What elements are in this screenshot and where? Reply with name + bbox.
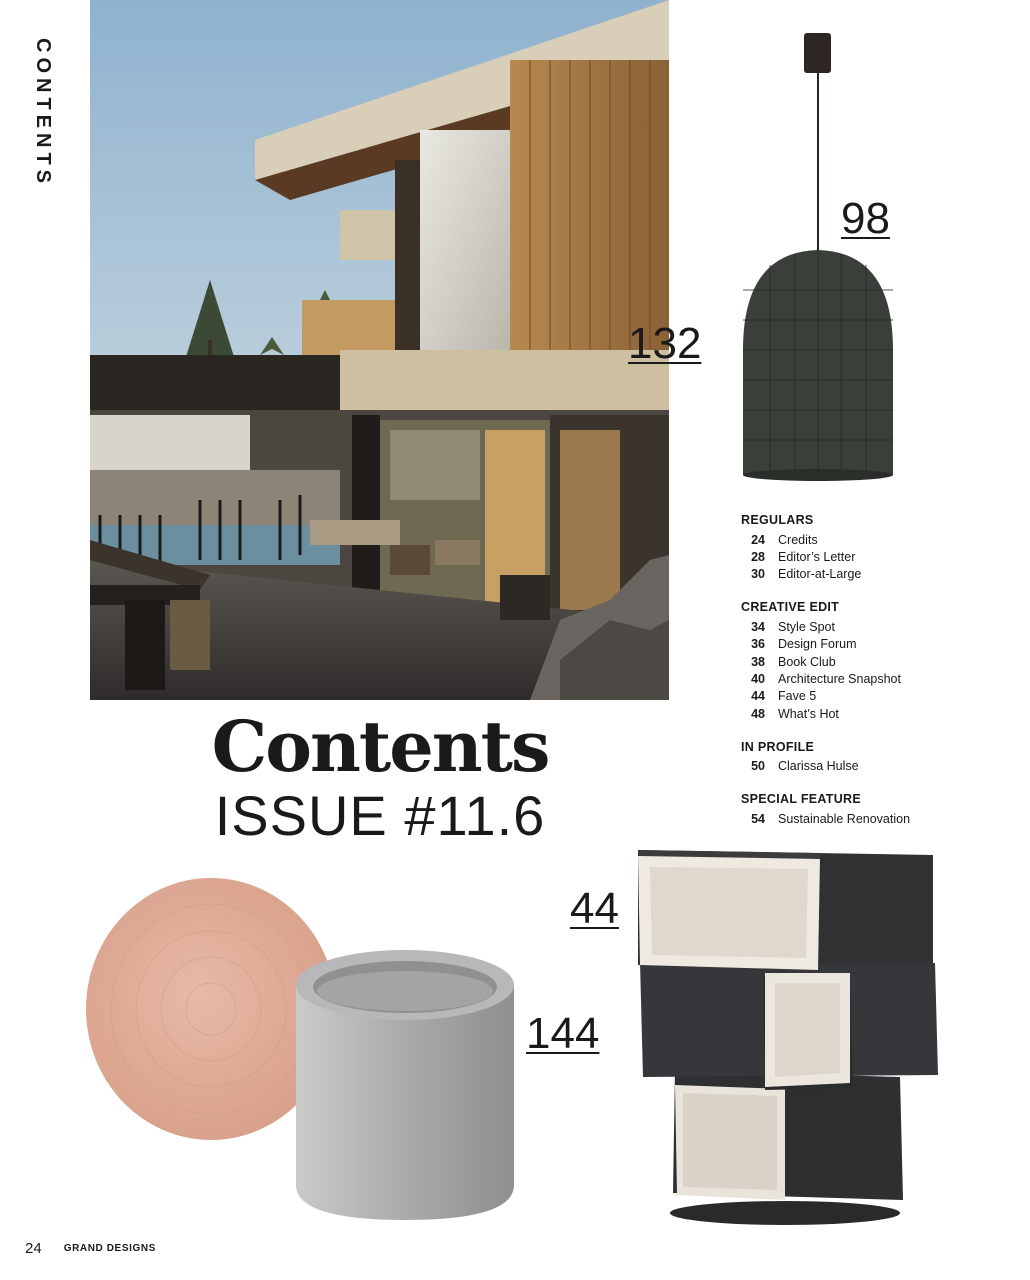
toc-entry-page: 24 [751,532,765,547]
page-ref-cabinet[interactable]: 44 [570,884,619,933]
toc-entry-title: Editor’s Letter [778,550,856,565]
toc-entry-title: Architecture Snapshot [778,672,901,687]
footer-page-number: 24 [25,1240,42,1257]
toc-entry-page: 48 [751,706,765,721]
page-ref-house[interactable]: 132 [628,319,702,368]
pendant-lamp-image [730,30,910,490]
toc-entry-page: 34 [751,619,765,634]
toc-section [741,513,1001,583]
toc-entry[interactable] [741,670,1001,687]
contents-title-block [180,705,580,847]
toc-section [741,600,1001,722]
toc-section-heading: REGULARS [741,513,814,527]
toc-entry-page: 40 [751,672,765,687]
toc-section [741,792,1001,827]
toc-entry[interactable] [741,688,1001,705]
toc-entry-title: Fave 5 [778,689,817,704]
page-ref-planter[interactable]: 144 [526,1009,600,1058]
page-title: Contents [211,705,549,788]
toc-entry[interactable] [741,566,1001,583]
toc-entry-title: Clarissa Hulse [778,759,859,774]
toc-entry[interactable] [741,810,1001,827]
toc-entry-title: Credits [778,532,818,547]
side-label [22,38,62,198]
toc-section-heading: SPECIAL FEATURE [741,791,862,806]
toc-entry-page: 38 [751,654,765,669]
toc-entry-page: 28 [751,550,765,565]
hero-house-image [90,0,669,700]
toc-section-heading: IN PROFILE [741,739,815,754]
toc-entry[interactable] [741,548,1001,565]
toc-entry[interactable] [741,618,1001,635]
table-of-contents [741,513,1001,844]
concrete-planter-image [293,945,518,1225]
toc-section-heading: CREATIVE EDIT [741,600,840,615]
toc-entry[interactable] [741,531,1001,548]
toc-entry-page: 44 [751,689,765,704]
footer-magazine-name: GRAND DESIGNS [63,1243,156,1254]
toc-entry-title: Sustainable Renovation [778,811,911,826]
toc-section [741,740,1001,775]
toc-entry-title: Design Forum [778,637,857,652]
toc-entry-page: 30 [751,567,765,582]
toc-entry-title: Editor-at-Large [778,567,862,582]
page-footer [25,1240,156,1257]
stacked-cabinet-image [635,845,940,1230]
toc-entry[interactable] [741,758,1001,775]
toc-entry[interactable] [741,653,1001,670]
page-ref-pendant[interactable]: 98 [841,194,890,243]
toc-entry[interactable] [741,705,1001,722]
toc-entry-title: Book Club [778,654,836,669]
toc-entry-title: What’s Hot [778,706,839,721]
toc-entry-page: 36 [751,637,765,652]
toc-entry-title: Style Spot [778,619,835,634]
side-label-text: CONTENTS [32,38,54,188]
toc-entry-page: 50 [751,759,765,774]
issue-number: ISSUE #11.6 [214,784,546,847]
toc-entry[interactable] [741,636,1001,653]
toc-entry-page: 54 [751,811,765,826]
